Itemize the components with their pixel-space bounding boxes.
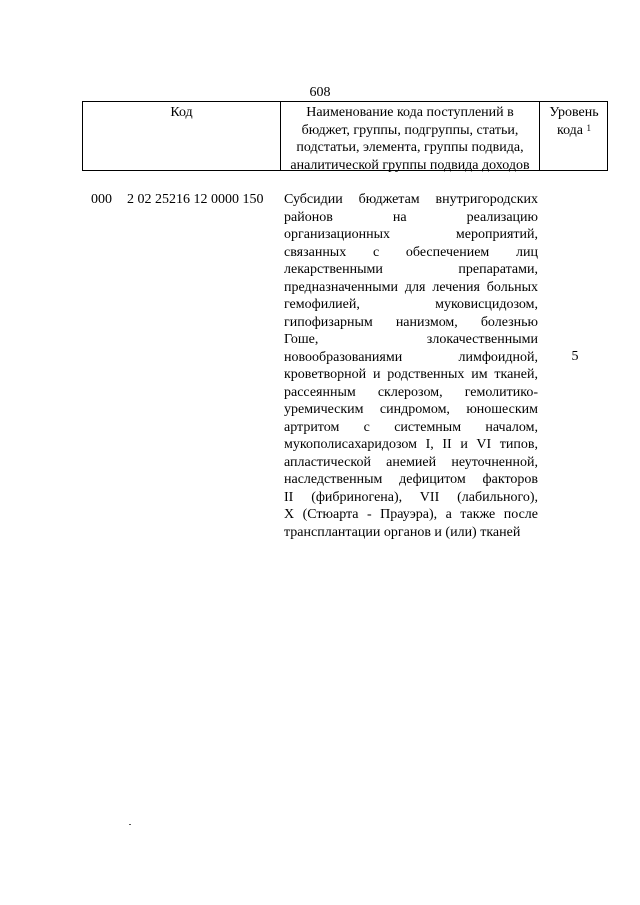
description-line: Субсидии бюджетам внутригородских	[284, 192, 538, 207]
revenue-code: 2 02 25216 12 0000 150	[127, 192, 264, 207]
description-line: трансплантации органов и (или) тканей	[284, 524, 521, 540]
description-line: X (Стюарта - Прауэра), а также после	[284, 507, 538, 522]
header-name	[281, 104, 539, 174]
description-line: апластической анемией неуточненной,	[284, 454, 538, 470]
description-line: связанных с обеспечением лиц	[284, 244, 538, 260]
admin-code: 000	[91, 192, 112, 207]
header-code: Код	[170, 105, 193, 120]
description-line: организационных мероприятий,	[284, 227, 538, 242]
table-header	[82, 101, 608, 171]
description-line: новообразованиями лимфоидной,	[284, 349, 538, 365]
description-line: районов на реализацию	[284, 209, 538, 225]
description-line: кроветворной и родственных им тканей,	[284, 367, 538, 382]
header-name-line: бюджет, группы, подгруппы, статьи,	[301, 122, 519, 138]
header-name-line: Наименование кода поступлений в	[306, 105, 514, 120]
description-line: гемофилией, муковисцидозом,	[284, 297, 538, 312]
description-line: гипофизарным нанизмом, болезнью	[284, 314, 538, 330]
code-level: 5	[571, 349, 579, 364]
description-line: мукополисахаридозом I, II и VI типов,	[284, 437, 538, 452]
header-level-line: Уровень	[549, 105, 599, 120]
header-name-line: подстатьи, элемента, группы подвида,	[296, 140, 524, 155]
header-level	[540, 104, 608, 139]
description-line: наследственным дефицитом факторов	[284, 472, 538, 487]
description-line: рассеянным склерозом, гемолитико-	[284, 384, 538, 400]
scan-speck	[129, 824, 131, 825]
header-level-word: кода	[556, 122, 584, 138]
description-line: предназначенными для лечения больных	[284, 279, 538, 295]
footnote-marker: 1	[586, 122, 592, 133]
page-number: 608	[309, 85, 331, 100]
header-name-line: аналитической группы подвида доходов	[290, 157, 530, 173]
description-line: уремическим синдромом, юношеским	[284, 402, 538, 417]
header-level-line	[540, 122, 608, 140]
description-line: II (фибриногена), VII (лабильного),	[284, 489, 538, 505]
description-line: артритом с системным началом,	[284, 419, 538, 435]
description-line: лекарственными препаратами,	[284, 262, 538, 277]
description	[284, 191, 538, 541]
description-line: Гоше, злокачественными	[284, 332, 538, 347]
